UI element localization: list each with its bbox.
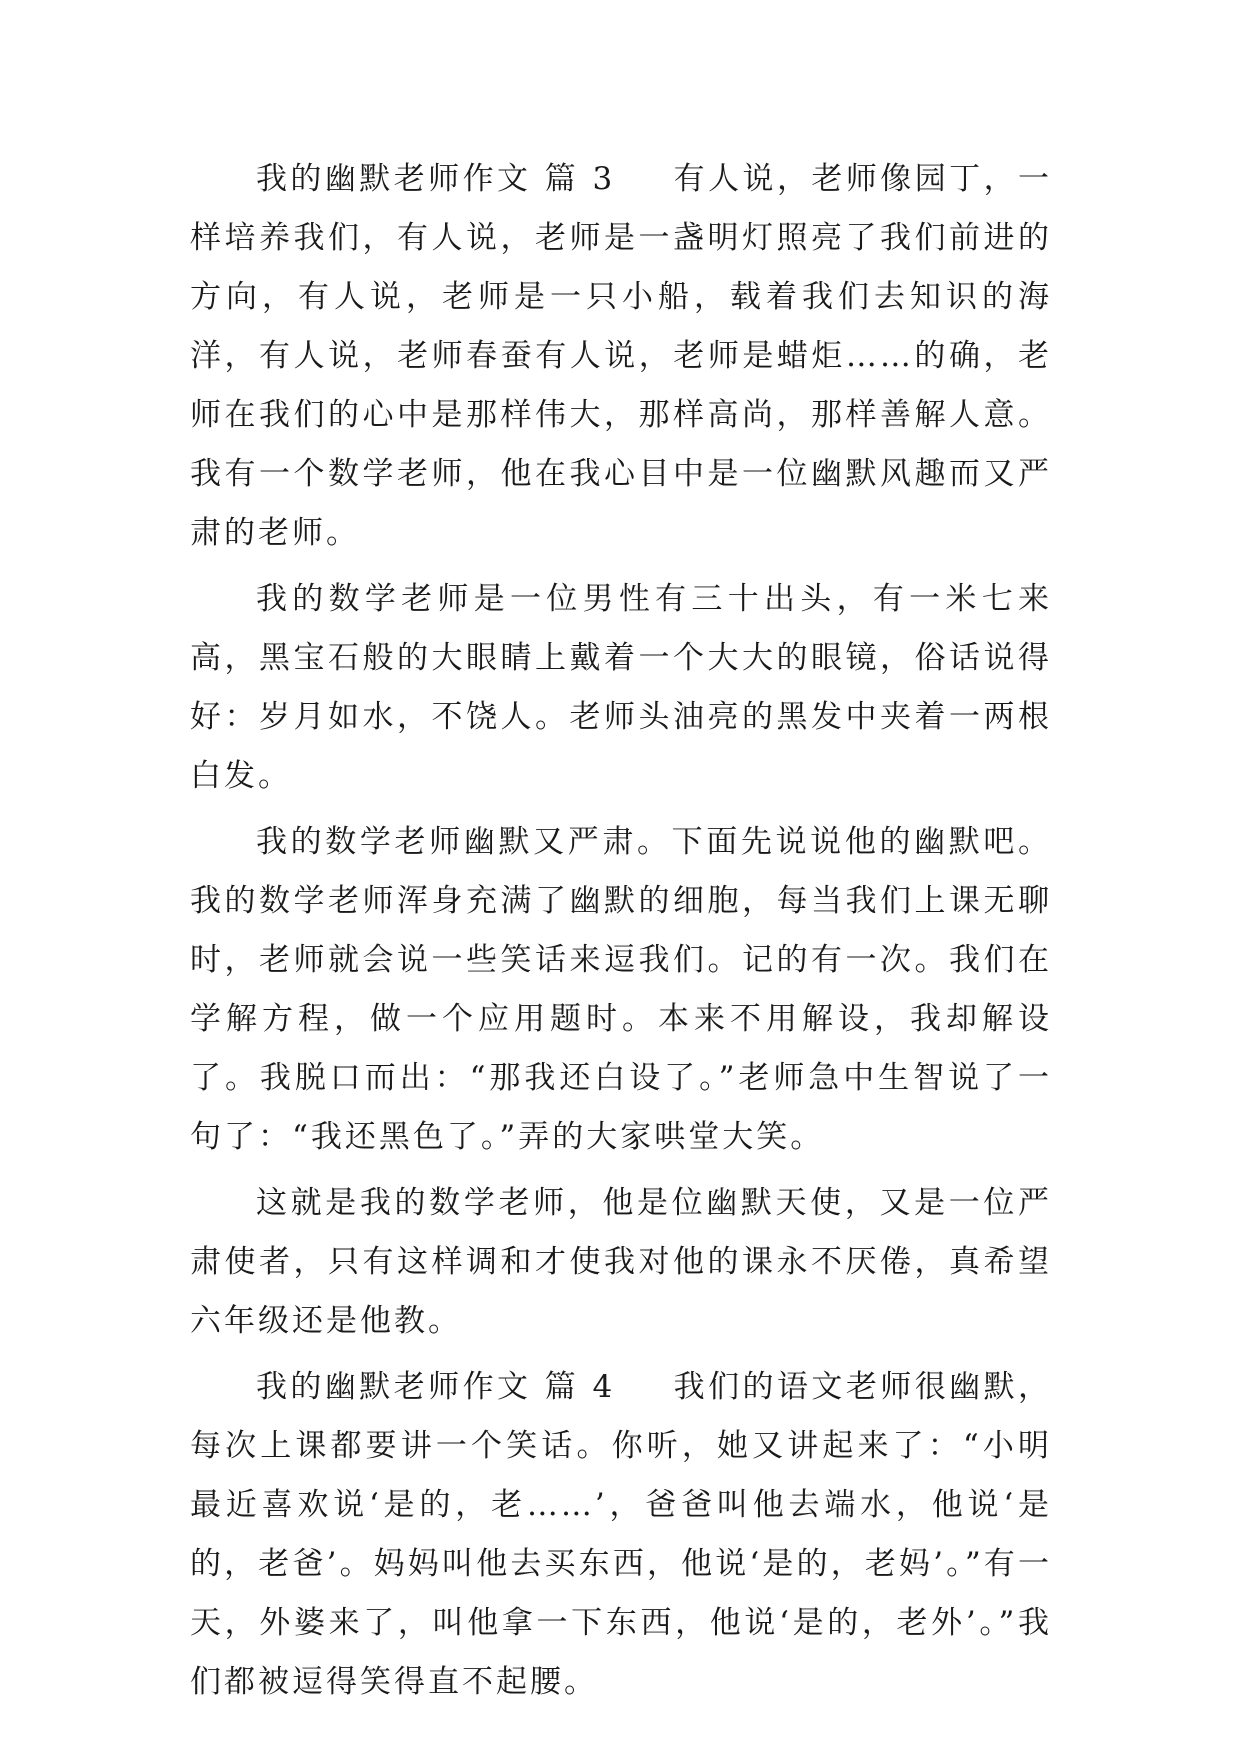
section-3-paragraph-4: 这就是我的数学老师，他是位幽默天使，又是一位严肃使者，只有这样调和才使我对他的课永不厌倦，真希望六年级还是他教。 <box>190 1185 1052 1339</box>
section-3-paragraph-3: 我的数学老师幽默又严肃。下面先说说他的幽默吧。我的数学老师浑身充满了幽默的细胞，每当我们上课无聊时，老师就会说一些笑话来逗我们。记的有一次。我们在学解方程，做一个应用题时。本来不用解设，我却解设了。我脱口而出：“那我还白设了。”老师急中生智说了一句了：“我还黑色了。”弄的大家哄堂大笑。 <box>190 824 1052 1155</box>
section-4-paragraph-1: 我们的语文老师很幽默，每次上课都要讲一个笑话。你听，她又讲起来了：“小明最近喜欢说‘是的，老……’，爸爸叫他去端水，他说‘是的，老爸’。妈妈叫他去买东西，他说‘是的，老妈’。”有一天，外婆来了，叫他拿一下东西，他说‘是的，老外’。”我们都被逗得笑得直不起腰。 <box>190 1369 1052 1700</box>
section-3-heading: 我的幽默老师作文 篇 3 <box>256 161 616 197</box>
section-4-intro-paragraph <box>190 1358 1052 1712</box>
section-3-paragraph-2: 我的数学老师是一位男性有三十出头，有一米七来高，黑宝石般的大眼睛上戴着一个大大的眼镜，俗话说得好：岁月如水，不饶人。老师头油亮的黑发中夹着一两根白发。 <box>190 581 1052 794</box>
section-4-heading: 我的幽默老师作文 篇 4 <box>256 1369 616 1405</box>
section-3-intro-paragraph <box>190 150 1052 563</box>
section-3-paragraph-1: 有人说，老师像园丁，一样培养我们，有人说，老师是一盏明灯照亮了我们前进的方向，有人说，老师是一只小船，载着我们去知识的海洋，有人说，老师春蚕有人说，老师是蜡炬……的确，老师在我们的心中是那样伟大，那样高尚，那样善解人意。我有一个数学老师，他在我心目中是一位幽默风趣而又严肃的老师。 <box>190 161 1052 551</box>
document-body <box>190 150 1052 1719</box>
